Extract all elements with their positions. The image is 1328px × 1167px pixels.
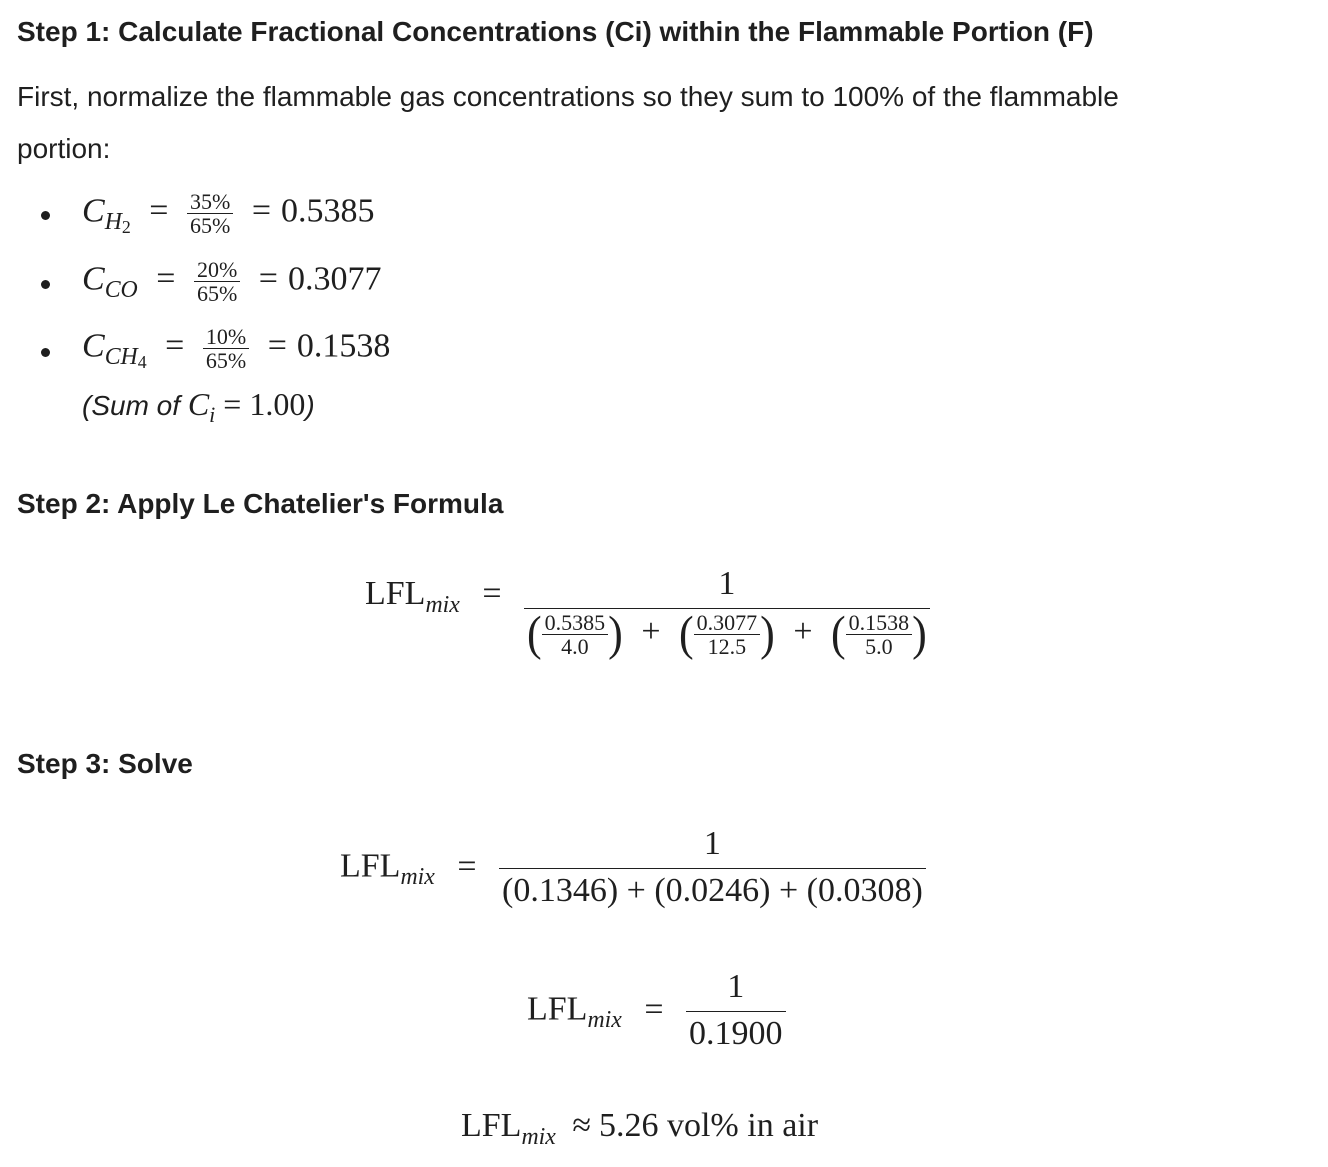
fraction-co: $\frac{20\%}{65\%}$ — [194, 258, 240, 305]
step2-heading: Step 2: Apply Le Chatelier's Formula — [17, 488, 504, 519]
step3-heading: Step 3: Solve — [17, 748, 193, 779]
concentration-ch4: $C_{CH4}$ = $\frac{10\%}{65\%}$ = 0.1538 — [82, 324, 391, 374]
solve-equation-2: $LFL_{mix}$ = $\frac{1}{0.1900}$ — [527, 969, 786, 1051]
bullet-2 — [41, 280, 50, 289]
bullet-3 — [41, 348, 50, 357]
final-result: $LFL_{mix} \approx 5.26$ vol% in air — [461, 1107, 819, 1150]
sum-note: (Sum of Ci = 1.00) — [82, 386, 315, 428]
fraction-h2: $\frac{35\%}{65\%}$ — [187, 190, 233, 237]
bullet-1 — [41, 211, 50, 220]
le-chatelier-equation: $LFL_{mix}$ = 1 ( $\frac{0.5385}{4.0}$ ) + ( $\frac{0.3077}{12.5}$ ) + ( $\frac{0.1538}{5.0}$ ) — [365, 566, 930, 658]
le-chatelier-fraction: 1 ( $\frac{0.5385}{4.0}$ ) + ( $\frac{0.3077}{12.5}$ ) + ( $\frac{0.1538}{5.0}$ ) — [524, 566, 930, 658]
fraction-ch4: $\frac{10\%}{65\%}$ — [203, 325, 249, 372]
concentration-co: $C_{CO}$ = $\frac{20\%}{65\%}$ = 0.3077 — [82, 257, 382, 307]
step1-intro-line1: First, normalize the flammable gas concentrations so they sum to 100% of the flammable — [17, 81, 1119, 112]
step1-heading: Step 1: Calculate Fractional Concentrations (Ci) within the Flammable Portion (F) — [17, 16, 1094, 47]
concentration-h2: $C_{H2}$ = $\frac{35\%}{65\%}$ = 0.5385 — [82, 189, 375, 239]
solve-equation-1: $LFL_{mix}$ = $\frac{1}{(0.1346) + (0.0246) + (0.0308)}$ — [340, 826, 926, 908]
step1-intro-line2: portion: — [17, 133, 111, 164]
